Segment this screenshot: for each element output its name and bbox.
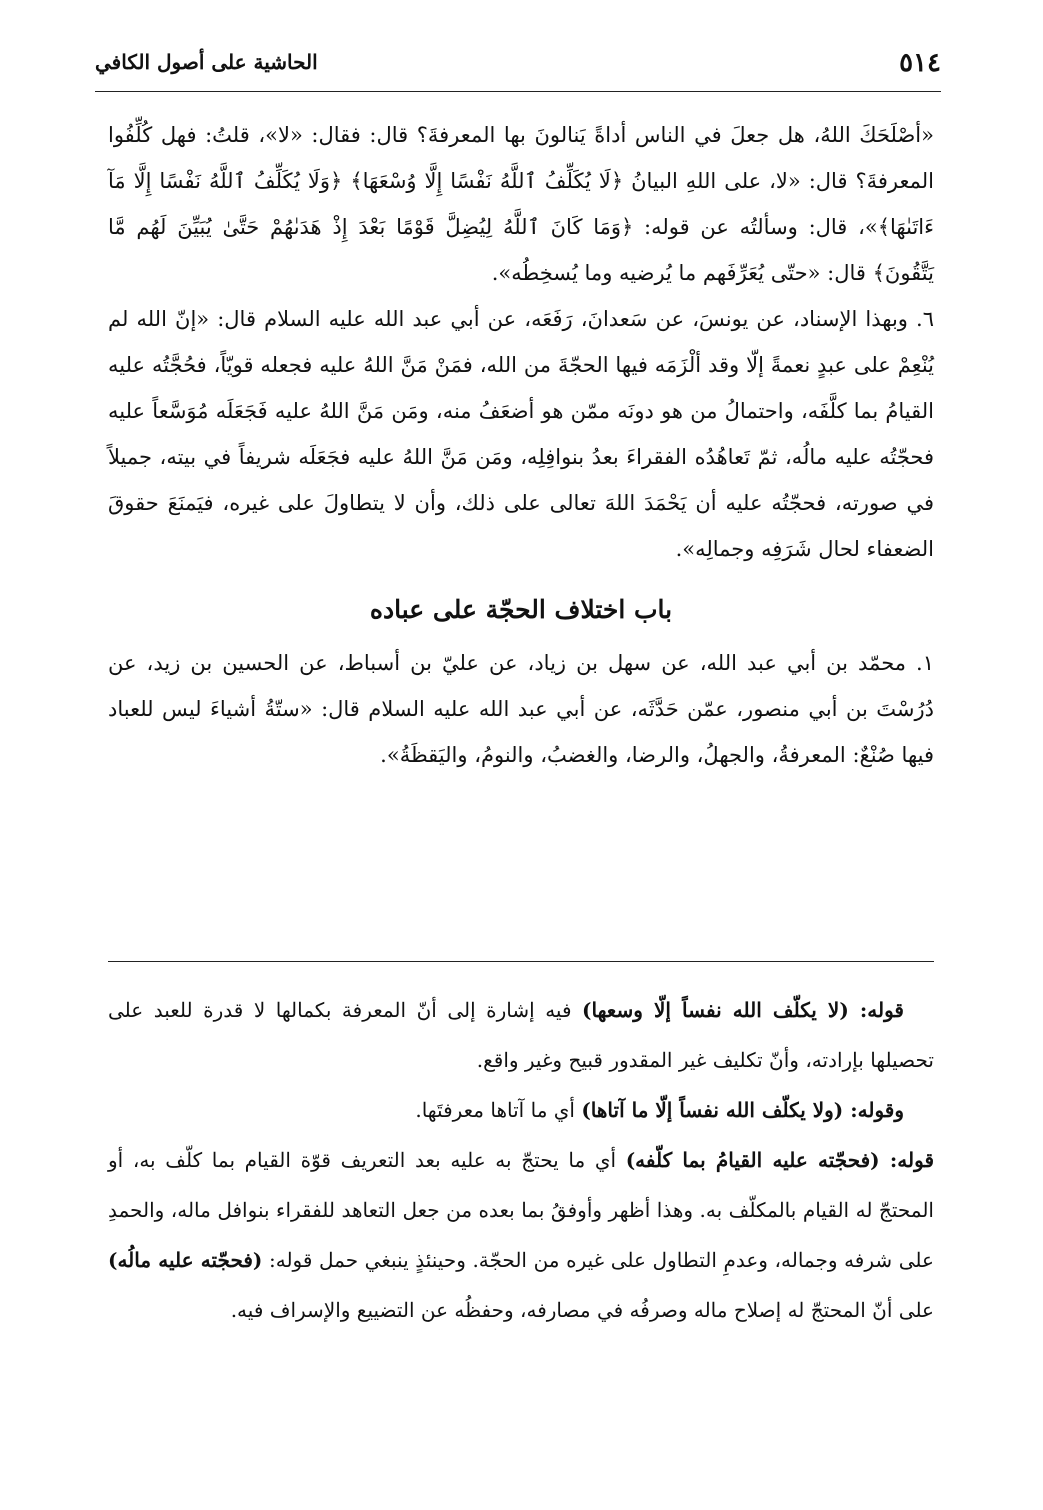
text-segment: «أصْلَحَكَ اللهُ، هل جعلَ في الناس أداةً يَنالونَ بها المعرفةَ؟ قال: فقال: «لا»، قلتُ: فهل كُلِّفُوا المعرفةَ؟ قال: «لا، على اللهِ البيانُ: [108, 123, 934, 193]
paragraph-hadith-6: ٦. وبهذا الإسناد، عن يونسَ، عن سَعدانَ، رَفَعَه، عن أبي عبد الله عليه السلام قال: «إنّ الله لم يُنْعِمْ على عبدٍ نعمةً إلّا وقد ألْزَمَه فيها الحجّةَ من الله، فمَنْ مَنَّ اللهُ عليه فجعله قويّاً، فحُجَّتُه عليه القيامُ بما كلَّفَه، واحتمالُ من هو دونَه ممّن هو أضعَفُ منه، ومَن مَنَّ اللهُ عليه فَجَعَلَه مُوَسَّعاً عليه فحجّتُه عليه مالُه، ثمّ تَعاهُدُه الفقراءَ بعدُ بنوافِلِه، ومَن مَنَّ اللهُ عليه فجَعَلَه شريفاً في بيته، جميلاً في صورته، فحجّتُه عليه أن يَحْمَدَ اللهَ تعالى على ذلك، وأن لا يتطاولَ على غيره، فيَمنَعَ حقوقَ الضعفاء لحال شَرَفِه وجمالِه».: [108, 307, 934, 561]
running-title: الحاشية على أصول الكافي: [95, 50, 318, 74]
text-segment: »، قال: وسألتُه عن قوله:: [633, 215, 878, 239]
note-quote: (فحجّته عليه مالُه): [108, 1248, 263, 1272]
note-2: [108, 1085, 934, 1135]
note-quote: (فحجّته عليه القيامُ بما كلّفه): [625, 1148, 880, 1172]
note-1: [108, 985, 934, 1085]
page-number: ٥١٤: [899, 48, 941, 78]
note-3: [108, 1135, 934, 1335]
note-text: على أنّ المحتجّ له إصلاح ماله وصرفُه في مصارفه، وحفظُه عن التضييع والإسراف فيه.: [230, 1298, 934, 1322]
note-label: وقوله:: [843, 1098, 904, 1122]
quran-verse: ﴿وَمَا كَانَ ٱللَّهُ لِيُضِلَّ قَوْمًا بَعْدَ إِذْ هَدَىٰهُمْ حَتَّىٰ يُبَيِّنَ لَهُم مَّا يَتَّقُونَ﴾: [108, 215, 934, 285]
main-text: [108, 112, 934, 778]
note-label: قوله:: [848, 998, 904, 1022]
note-text: فيه إشارة إلى أنّ المعرفة بكمالها لا قدرة للعبد على تحصيلها بإرادته، وأنّ تكليف غير المقدور قبيح وغير واقع.: [108, 998, 934, 1072]
text-segment: قال: «حتّى يُعَرِّفَهم ما يُرضيه وما يُسخِطُه».: [491, 261, 873, 285]
note-text: أي ما آتاها معرفتَها.: [415, 1098, 582, 1122]
section-title: باب اختلاف الحجّة على عباده: [369, 595, 673, 624]
note-text: أي ما يحتجّ به عليه بعد التعريف قوّة القيام بما كلّف به، أو المحتجّ له القيام بالمكلّف به. وهذا أظهر وأوفقُ بما بعده من جعل التعاهد للفقراء بنوافل ماله، والحمدِ على شرفه وجماله، وعدمِ التطاول على غيره من الحجّة. وحينئذٍ ينبغي حمل قوله:: [108, 1148, 934, 1272]
commentary-notes: [108, 985, 934, 1335]
paragraph-hadith-1: ١. محمّد بن أبي عبد الله، عن سهل بن زياد، عن عليّ بن أسباط، عن الحسين بن زيد، عن دُرُسْتَ بن أبي منصور، عمّن حَدَّثَه، عن أبي عبد الله عليه السلام قال: «ستّةُ أشياءَ ليس للعباد فيها صُنْعٌ: المعرفةُ، والجهلُ، والرضا، والغضبُ، والنومُ، واليَقظَةُ».: [108, 651, 934, 767]
note-label: قوله:: [879, 1148, 935, 1172]
paragraph-hadith-5-continued: [108, 112, 934, 296]
note-quote: (ولا يكلّف الله نفساً إلّا ما آتاها): [581, 1098, 844, 1122]
footnote-rule: [108, 961, 934, 962]
page-header: [95, 40, 941, 88]
quran-verse: ﴿لَا يُكَلِّفُ ٱللَّهُ نَفْسًا إِلَّا وُسْعَهَا﴾ ﴿وَلَا يُكَلِّفُ ٱللَّهُ نَفْسًا إِلَّا مَآ ءَاتَىٰهَا﴾: [108, 169, 934, 239]
note-quote: (لا يكلّف الله نفساً إلّا وسعها): [582, 998, 849, 1022]
header-rule: [95, 91, 941, 92]
